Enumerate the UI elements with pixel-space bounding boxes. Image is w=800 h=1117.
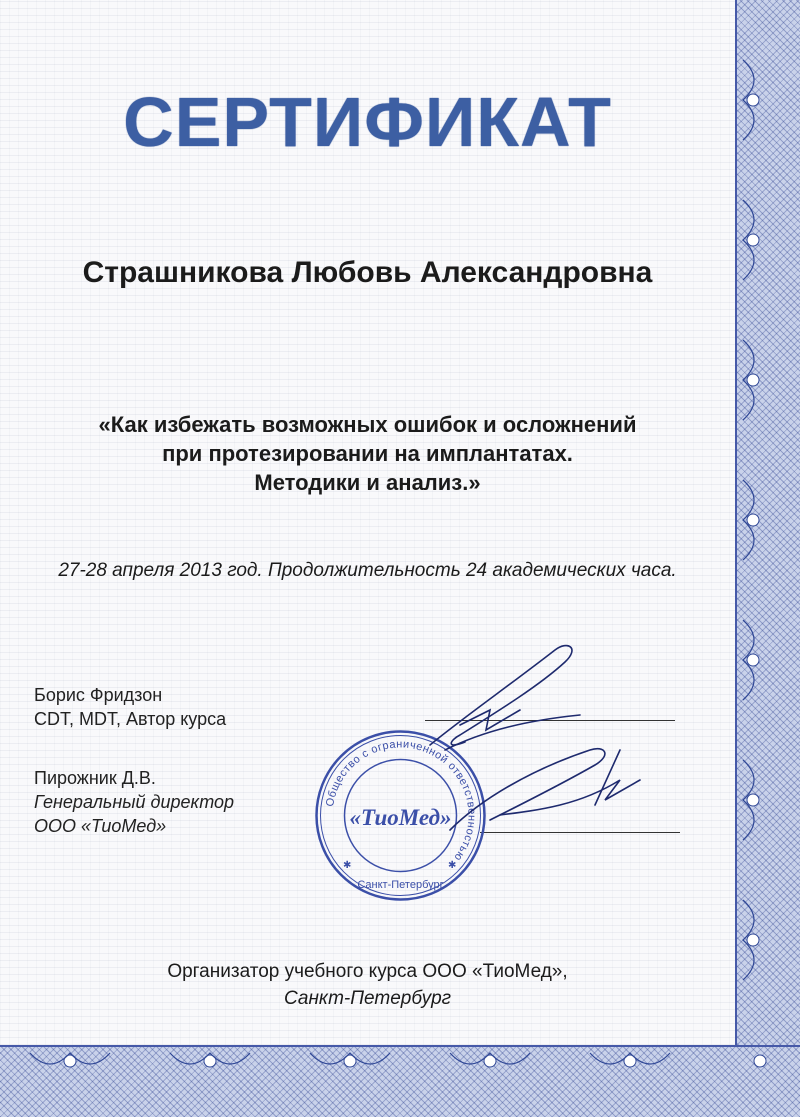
signer-org: ООО «ТиоМед» bbox=[34, 816, 167, 836]
handwritten-signatures bbox=[390, 630, 670, 840]
course-dates: 27-28 апреля 2013 год. Продолжительность 24 академических часа. bbox=[58, 560, 677, 581]
stamp-ring-text: Общество с ограниченной ответственностью bbox=[324, 738, 478, 864]
stamp-star-icon: ✱ bbox=[448, 860, 457, 871]
signer-author bbox=[34, 683, 226, 731]
signer-director bbox=[34, 766, 234, 838]
stamp-center-text: «ТиоМед» bbox=[349, 805, 452, 830]
course-title-line: «Как избежать возможных ошибок и осложнений bbox=[98, 412, 637, 437]
course-title bbox=[0, 410, 735, 497]
signer-title: Генеральный директор bbox=[34, 792, 235, 812]
signer-title: CDT, MDT, Автор курса bbox=[34, 709, 227, 729]
border-ornament-bottom bbox=[0, 1045, 800, 1115]
signer-name: Пирожник Д.В. bbox=[34, 768, 156, 788]
organizer-info bbox=[0, 958, 735, 1012]
certificate-title: СЕРТИФИКАТ bbox=[123, 83, 612, 161]
border-ornament-right bbox=[735, 0, 800, 1045]
organizer-city: Санкт-Петербург bbox=[283, 988, 452, 1009]
signer-name: Борис Фридзон bbox=[34, 685, 163, 705]
organizer-line: Организатор учебного курса ООО «ТиоМед», bbox=[167, 961, 568, 982]
course-title-line: Методики и анализ.» bbox=[254, 470, 481, 495]
recipient-name: Страшникова Любовь Александровна bbox=[82, 256, 653, 289]
stamp-star-icon: ✱ bbox=[343, 860, 352, 871]
stamp-city-text: Санкт-Петербург bbox=[357, 879, 444, 891]
course-title-line: при протезировании на имплантатах. bbox=[162, 441, 573, 466]
